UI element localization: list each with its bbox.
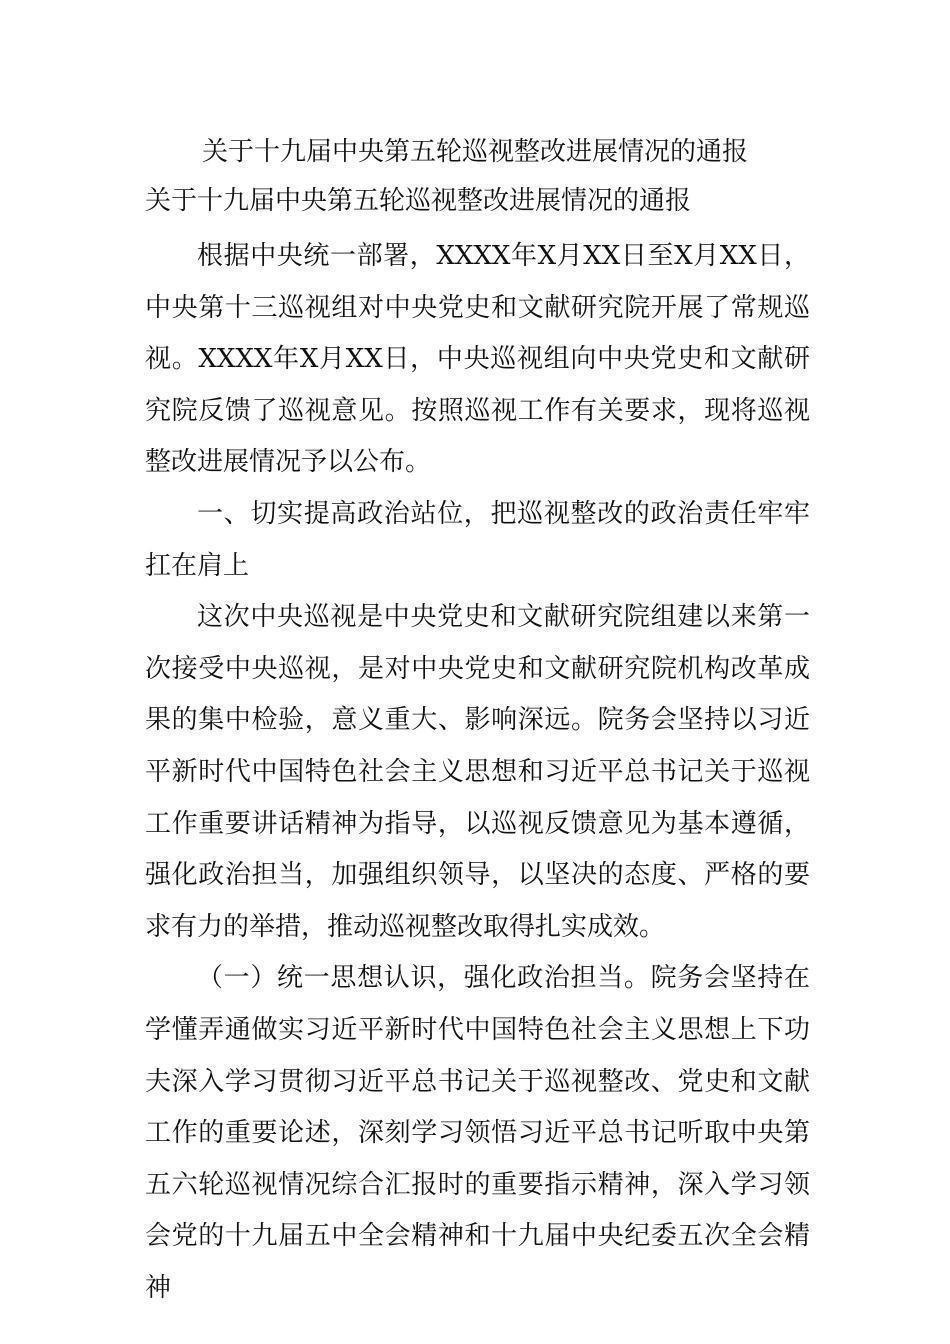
paragraph-section-1: 这次中央巡视是中央党史和文献研究院组建以来第一次接受中央巡视，是对中央党史和文献研究院机构改革成果的集中检验，意义重大、影响深远。院务会坚持以习近平新时代中国特色社会主义思想和习近平总书记关于巡视工作重要讲话精神为指导，以巡视反馈意见为基本遵循，强化政治担当，加强组织领导，以坚决的态度、严格的要求有力的举措，推动巡视整改取得扎实成效。 [145, 602, 810, 942]
document-title: 关于十九届中央第五轮巡视整改进展情况的通报 [201, 137, 748, 167]
paragraph-subsection-1: （一）统一思想认识，强化政治担当。院务会坚持在学懂弄通做实习近平新时代中国特色社会主义思想上下功夫深入学习贯彻习近平总书记关于巡视整改、党史和文献工作的重要论述，深刻学习领悟习近平总书记听取中央第五六轮巡视情况综合汇报时的重要指示精神，深入学习领会党的十九届五中全会精神和十九届中央纪委五次全会精神 [145, 963, 810, 1303]
paragraph-intro: 根据中央统一部署，XXXX年X月XX日至X月XX日，中央第十三巡视组对中央党史和文献研究院开展了常规巡视。XXXX年X月XX日，中央巡视组向中央党史和文献研究院反馈了巡视意见。按照巡视工作有关要求，现将巡视整改进展情况予以公布。 [145, 241, 810, 478]
document-body [145, 231, 810, 1314]
document-subtitle: 关于十九届中央第五轮巡视整改进展情况的通报 [145, 186, 692, 216]
section-heading-1: 一、切实提高政治站位，把巡视整改的政治责任牢牢扛在肩上 [145, 498, 810, 581]
